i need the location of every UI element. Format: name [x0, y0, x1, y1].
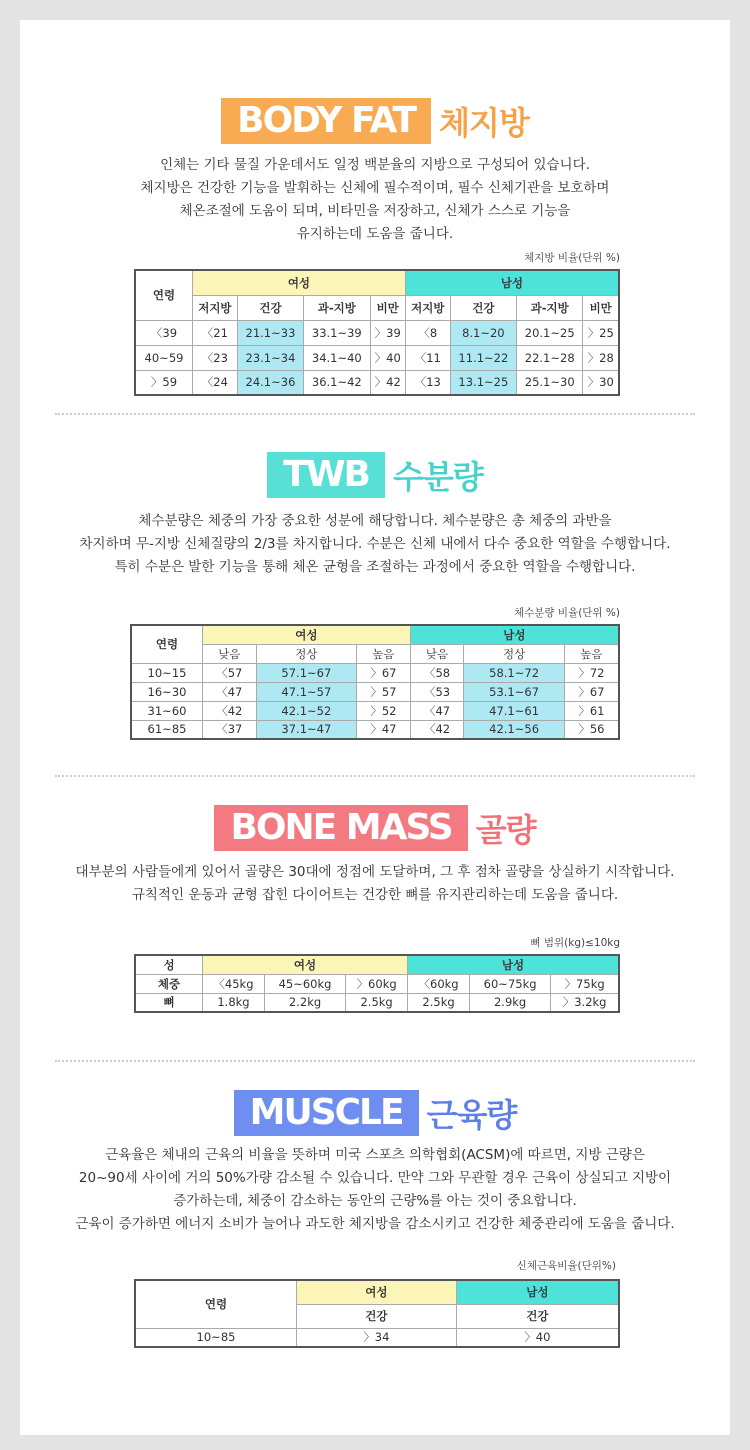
bone-mass-section	[20, 805, 730, 1013]
table-cell: 〉52	[357, 701, 411, 720]
male-header: 남성	[456, 1280, 619, 1304]
muscle-title: 근육량	[426, 1096, 517, 1134]
table-cell: 〈45kg	[203, 974, 265, 993]
age-header: 연령	[135, 270, 193, 320]
table-cell: 53.1~67	[464, 682, 565, 701]
table-row	[135, 1328, 619, 1347]
table-cell: 61~85	[131, 720, 203, 739]
twb-description	[20, 510, 730, 579]
twb-table	[130, 624, 620, 740]
table-cell: 24.1~36	[237, 370, 303, 395]
age-header: 연령	[131, 625, 203, 663]
table-cell: 25.1~30	[517, 370, 583, 395]
table-cell: 〈39	[135, 320, 193, 345]
table-cell: 37.1~47	[256, 720, 357, 739]
desc-line: 인체는 기타 물질 가운데서도 일정 백분율의 지방으로 구성되어 있습니다.	[160, 157, 590, 173]
col-header: 높음	[564, 644, 619, 663]
desc-line: 체수분량은 체중의 가장 중요한 성분에 해당합니다. 체수분량은 총 체중의 과반을	[138, 513, 612, 529]
table-row	[131, 663, 619, 682]
table-cell: 10~85	[135, 1328, 297, 1347]
col-header: 낮음	[203, 644, 257, 663]
body-fat-table	[134, 269, 620, 396]
table-cell: 〈42	[203, 701, 257, 720]
twb-heading	[20, 452, 730, 498]
table-cell: 〈37	[203, 720, 257, 739]
muscle-badge: MUSCLE	[234, 1090, 419, 1136]
col-header: 비만	[583, 295, 619, 320]
table-cell: 22.1~28	[517, 345, 583, 370]
female-header: 여성	[203, 955, 408, 974]
healthy-header: 건강	[456, 1304, 619, 1328]
table-cell: 57.1~67	[256, 663, 357, 682]
table-cell: 8.1~20	[450, 320, 516, 345]
table-cell: 31~60	[131, 701, 203, 720]
col-header: 과-지방	[517, 295, 583, 320]
table-row	[131, 701, 619, 720]
table-cell: 〉57	[357, 682, 411, 701]
table-cell: 〈11	[405, 345, 450, 370]
table-cell: 〈47	[410, 701, 464, 720]
bone-mass-table	[134, 954, 620, 1013]
desc-line: 증가하는데, 체중이 감소하는 동안의 근량%를 아는 것이 중요합니다.	[173, 1193, 577, 1209]
table-cell: 〉59	[135, 370, 193, 395]
table-cell: 60~75kg	[470, 974, 551, 993]
table-cell: 23.1~34	[237, 345, 303, 370]
table-cell: 1.8kg	[203, 993, 265, 1012]
table-cell: 〉72	[564, 663, 619, 682]
table-cell: 〈53	[410, 682, 464, 701]
desc-line: 근육율은 체내의 근육의 비율을 뜻하며 미국 스포츠 의학협회(ACSM)에 따르면, 지방 근량은	[105, 1147, 645, 1163]
table-row	[131, 720, 619, 739]
table-cell: 〈60kg	[408, 974, 470, 993]
female-header: 여성	[193, 270, 406, 295]
desc-line: 규칙적인 운동과 균형 잡힌 다이어트는 건강한 뼈를 유지관리하는데 도움을 줍니다.	[131, 887, 619, 903]
table-cell: 13.1~25	[450, 370, 516, 395]
body-fat-title: 체지방	[439, 104, 529, 142]
table-row	[135, 370, 619, 395]
table-cell: 10~15	[131, 663, 203, 682]
table-cell: 〉75kg	[551, 974, 619, 993]
healthy-header: 건강	[297, 1304, 457, 1328]
twb-title: 수분량	[392, 458, 483, 496]
table-cell: 〈42	[410, 720, 464, 739]
male-header: 남성	[408, 955, 619, 974]
muscle-description	[20, 1144, 730, 1236]
table-cell: 〈21	[193, 320, 238, 345]
desc-line: 근육이 증가하면 에너지 소비가 늘어나 과도한 체지방을 감소시키고 건강한 체중관리에 도움을 줍니다.	[75, 1216, 675, 1232]
table-cell: 20.1~25	[517, 320, 583, 345]
table-cell: 〈47	[203, 682, 257, 701]
bone-mass-title: 골량	[475, 811, 536, 849]
twb-badge: TWB	[267, 452, 385, 498]
male-header: 남성	[410, 625, 619, 644]
bone-header: 뼈	[135, 993, 203, 1012]
table-cell: 〉25	[583, 320, 619, 345]
male-header: 남성	[405, 270, 619, 295]
body-fat-section	[20, 98, 730, 396]
muscle-heading	[20, 1090, 730, 1136]
table-cell: 〉3.2kg	[551, 993, 619, 1012]
table-cell: 42.1~56	[464, 720, 565, 739]
col-header: 저지방	[193, 295, 238, 320]
desc-line: 체지방은 건강한 기능을 발휘하는 신체에 필수적이며, 필수 신체기관을 보호하며	[140, 180, 610, 196]
table-cell: 〉42	[370, 370, 405, 395]
desc-line: 대부분의 사람들에게 있어서 골량은 30대에 정점에 도달하며, 그 후 점차 골량을 상실하기 시작합니다.	[75, 864, 675, 880]
section-divider	[55, 1060, 695, 1062]
table-cell: 〈24	[193, 370, 238, 395]
muscle-section	[20, 1090, 730, 1348]
col-header: 높음	[357, 644, 411, 663]
table-cell: 42.1~52	[256, 701, 357, 720]
table-cell: 〈57	[203, 663, 257, 682]
desc-line: 체온조절에 도움이 되며, 비타민을 저장하고, 신체가 스스로 기능을	[179, 203, 571, 219]
table-cell: 〉47	[357, 720, 411, 739]
desc-line: 20~90세 사이에 거의 50%가량 감소될 수 있습니다. 만약 그와 무관할 경우 근육이 상실되고 지방이	[78, 1170, 672, 1186]
section-divider	[55, 775, 695, 777]
desc-line: 특히 수분은 발한 기능을 통해 체온 균형을 조절하는 과정에서 중요한 역할을 수행합니다.	[114, 559, 636, 575]
table-cell: 〉67	[357, 663, 411, 682]
age-header: 연령	[135, 1280, 297, 1328]
col-header: 비만	[370, 295, 405, 320]
table-cell: 〉67	[564, 682, 619, 701]
col-header: 건강	[237, 295, 303, 320]
table-cell: 33.1~39	[304, 320, 370, 345]
table-cell: 34.1~40	[304, 345, 370, 370]
table-cell: 16~30	[131, 682, 203, 701]
col-header: 낮음	[410, 644, 464, 663]
body-fat-unit: 체지방 비율(단위 %)	[524, 252, 620, 264]
table-row	[135, 320, 619, 345]
table-row	[131, 682, 619, 701]
desc-line: 차지하며 무-지방 신체질량의 2/3를 차지합니다. 수분은 신체 내에서 다수 중요한 역할을 수행합니다.	[79, 536, 671, 552]
table-row	[135, 974, 619, 993]
muscle-unit: 신체근육비율(단위%)	[516, 1260, 616, 1272]
table-row	[135, 993, 619, 1012]
table-cell: 〈13	[405, 370, 450, 395]
table-cell: 〉28	[583, 345, 619, 370]
body-fat-badge: BODY FAT	[221, 98, 431, 144]
bone-mass-description	[20, 861, 730, 907]
table-cell: 〈8	[405, 320, 450, 345]
table-cell: 45~60kg	[264, 974, 345, 993]
body-fat-heading	[20, 98, 730, 144]
table-row	[135, 345, 619, 370]
table-cell: 58.1~72	[464, 663, 565, 682]
female-header: 여성	[203, 625, 411, 644]
bone-mass-badge: BONE MASS	[214, 805, 467, 851]
table-cell: 2.9kg	[470, 993, 551, 1012]
table-cell: 〉40	[456, 1328, 619, 1347]
table-cell: 21.1~33	[237, 320, 303, 345]
table-cell: 〈23	[193, 345, 238, 370]
twb-unit: 체수분량 비율(단위 %)	[514, 607, 620, 619]
desc-line: 유지하는데 도움을 줍니다.	[296, 226, 454, 242]
twb-section	[20, 452, 730, 740]
table-cell: 〉60kg	[346, 974, 408, 993]
table-cell: 〈58	[410, 663, 464, 682]
col-header: 과-지방	[304, 295, 370, 320]
female-header: 여성	[297, 1280, 457, 1304]
table-cell: 〉39	[370, 320, 405, 345]
col-header: 건강	[450, 295, 516, 320]
table-cell: 40~59	[135, 345, 193, 370]
table-cell: 2.5kg	[408, 993, 470, 1012]
col-header: 저지방	[405, 295, 450, 320]
table-cell: 36.1~42	[304, 370, 370, 395]
page	[20, 20, 730, 1435]
table-cell: 〉56	[564, 720, 619, 739]
muscle-table	[134, 1279, 620, 1348]
table-cell: 〉40	[370, 345, 405, 370]
col-header: 정상	[464, 644, 565, 663]
table-cell: 〉34	[297, 1328, 457, 1347]
table-cell: 〉61	[564, 701, 619, 720]
table-cell: 11.1~22	[450, 345, 516, 370]
weight-header: 체중	[135, 974, 203, 993]
table-cell: 〉30	[583, 370, 619, 395]
table-cell: 2.5kg	[346, 993, 408, 1012]
table-cell: 47.1~61	[464, 701, 565, 720]
table-cell: 2.2kg	[264, 993, 345, 1012]
bone-mass-heading	[20, 805, 730, 851]
section-divider	[55, 413, 695, 415]
col-header: 정상	[256, 644, 357, 663]
table-cell: 47.1~57	[256, 682, 357, 701]
body-fat-description	[20, 154, 730, 246]
bone-mass-unit: 뼈 범위(kg)≤10kg	[530, 937, 620, 949]
sex-header: 성	[135, 955, 203, 974]
